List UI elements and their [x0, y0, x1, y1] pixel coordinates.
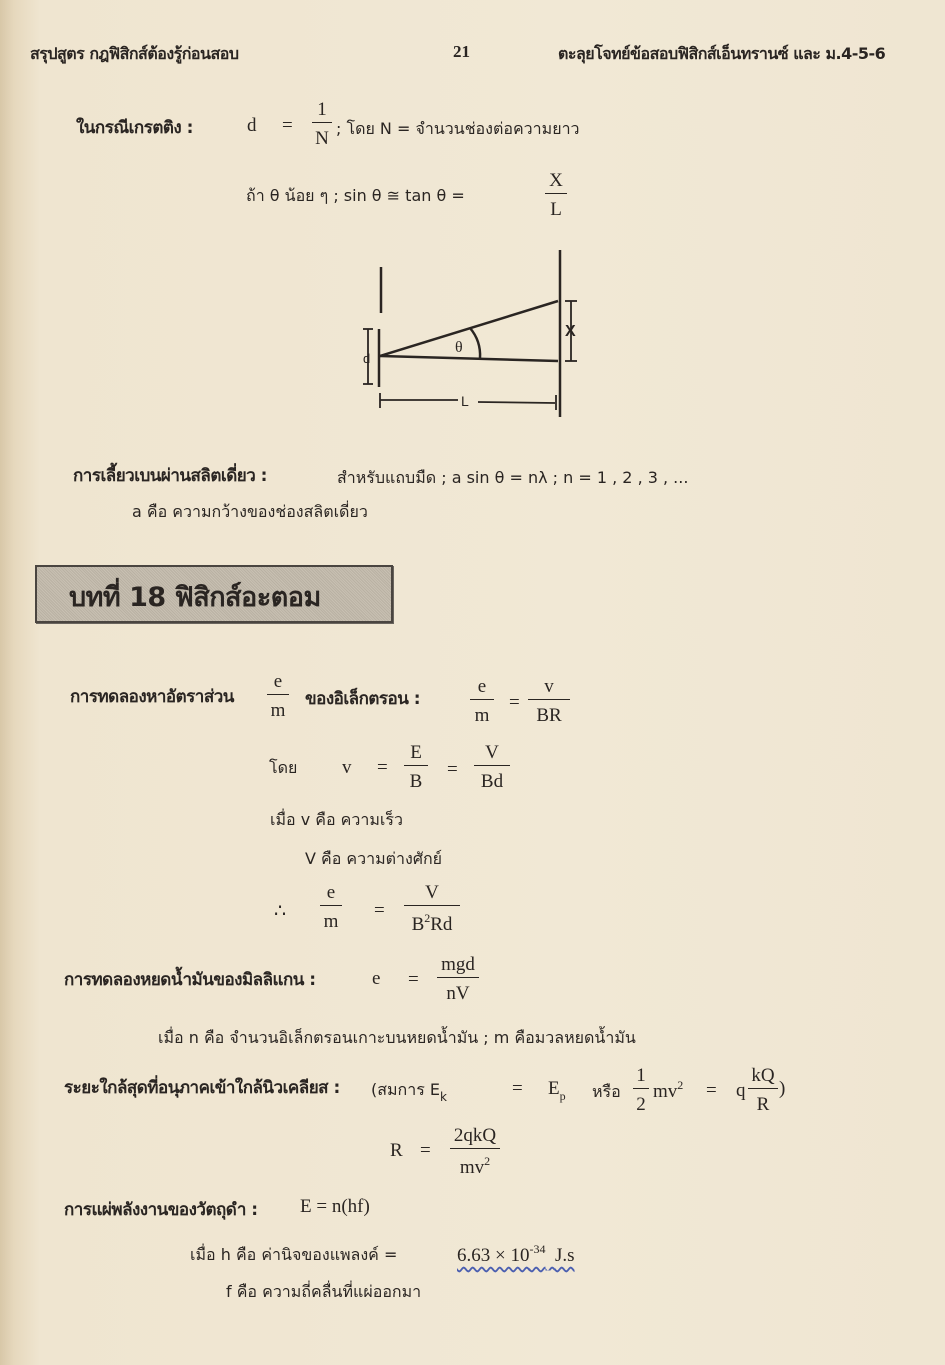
closest-eq: =: [512, 1078, 523, 1099]
fraction-numerator: e: [477, 676, 487, 697]
r-fraction: [450, 1126, 500, 1177]
fraction-denominator: Bd: [480, 771, 504, 792]
e-over-b-fraction: [404, 743, 428, 791]
mv-text: mv: [653, 1081, 678, 1102]
em-rhs-fraction: [528, 677, 570, 725]
q-symbol: q: [736, 1080, 746, 1101]
v-over-bd-fraction: [474, 743, 510, 791]
millikan-fraction: [437, 955, 479, 1003]
fraction-denominator: L: [550, 199, 562, 220]
result-eq: =: [374, 900, 385, 921]
planck-value: [457, 1242, 575, 1267]
therefore-symbol: ∴: [274, 901, 287, 922]
superscript: 2: [424, 911, 431, 925]
blackbody-formula: E = n(hf): [300, 1196, 370, 1217]
h-unit: J.s: [554, 1245, 575, 1266]
closest-eq2: =: [706, 1080, 717, 1101]
result-rhs-fraction: [404, 883, 460, 934]
fraction-denominator: m: [474, 705, 490, 726]
fraction-denominator: nV: [446, 983, 470, 1004]
fraction-denominator: R: [756, 1094, 770, 1115]
fraction-denominator: [450, 1149, 500, 1177]
grating-eq: =: [282, 115, 293, 136]
fraction-denominator: m: [270, 700, 286, 721]
v-symbol: v: [342, 757, 352, 778]
em-ratio-label: การทดลองหาอัตราส่วน: [70, 687, 234, 707]
ray-line: [380, 301, 558, 356]
d-label: d: [363, 351, 371, 366]
l-label: L: [461, 393, 469, 409]
fraction-numerator: V: [485, 742, 499, 763]
kq-over-r-fraction: [748, 1066, 778, 1114]
superscript: 2: [484, 1154, 491, 1168]
subscript-p: p: [559, 1089, 566, 1103]
x-label: X: [565, 323, 576, 340]
fraction-denominator: m: [323, 911, 339, 932]
em-eq: =: [509, 692, 520, 713]
fraction-numerator: 1: [636, 1065, 646, 1086]
subscript-k: k: [440, 1090, 447, 1104]
fraction-numerator: E: [410, 742, 422, 763]
fraction-numerator: V: [425, 882, 439, 903]
em-lhs-fraction: [470, 677, 494, 725]
planck-definition: เมื่อ h คือ ค่านิจของแพลงค์ =: [190, 1245, 398, 1264]
fraction-numerator: e: [326, 882, 336, 903]
h-exponent: -34: [529, 1242, 546, 1256]
fraction-numerator: kQ: [751, 1065, 775, 1086]
em-ratio-fraction: [267, 672, 289, 720]
fraction-denominator: [404, 906, 460, 934]
blackbody-label: การแผ่พลังงานของวัตถุดำ :: [64, 1200, 258, 1220]
header-left-title: สรุปสูตร กฎฟิสิกส์ต้องรู้ก่อนสอบ: [30, 44, 239, 63]
single-slit-label: การเลี้ยวเบนผ่านสลิตเดี่ยว :: [73, 466, 267, 486]
single-slit-formula: สำหรับแถบมืด ; a sin θ = nλ ; n = 1 , 2 , 3 , ...: [337, 468, 689, 487]
single-slit-definition: a คือ ความกว้างของช่องสลิตเดี่ยว: [132, 502, 368, 521]
fraction-numerator: 1: [317, 99, 327, 120]
grating-fraction: [312, 100, 332, 148]
grating-note: ; โดย N = จำนวนช่องต่อความยาว: [336, 119, 580, 138]
axis-line: [380, 356, 558, 361]
ep: [548, 1078, 566, 1104]
superscript: 2: [677, 1078, 684, 1092]
fraction-numerator: X: [549, 170, 563, 191]
small-angle-fraction: [545, 171, 567, 219]
b-symbol: B: [411, 914, 425, 935]
fraction-numerator: mgd: [441, 954, 475, 975]
result-lhs-fraction: [320, 883, 342, 931]
chapter-title: บทที่ 18 ฟิสิกส์อะตอม: [69, 582, 321, 613]
fraction-denominator: N: [315, 128, 329, 149]
ek-text: (สมการ E: [371, 1080, 441, 1099]
header-right-title: ตะลุยโจทย์ข้อสอบฟิสิกส์เอ็นทรานซ์ และ ม.4-5-6: [558, 44, 886, 63]
millikan-definition: เมื่อ n คือ จำนวนอิเล็กตรอนเกาะบนหยดน้ำมัน ; m คือมวลหยดน้ำมัน: [158, 1028, 636, 1047]
fraction-denominator: BR: [536, 705, 562, 726]
r-lhs: R: [390, 1140, 403, 1161]
def-potential: V คือ ความต่างศักย์: [305, 849, 443, 868]
eq3: =: [447, 759, 458, 780]
mv-text: mv: [459, 1157, 485, 1178]
millikan-label: การทดลองหยดน้ำมันของมิลลิแกน :: [64, 970, 316, 990]
frequency-definition: f คือ ความถี่คลื่นที่แผ่ออกมา: [226, 1282, 422, 1301]
fraction-numerator: 2qkQ: [453, 1125, 497, 1146]
fraction-denominator: 2: [636, 1094, 646, 1115]
grating-lhs: d: [247, 115, 257, 136]
by-label: โดย: [269, 758, 298, 777]
fraction-numerator: v: [544, 676, 554, 697]
millikan-eq: =: [408, 969, 419, 990]
page-number: 21: [453, 42, 470, 61]
r-eq: =: [420, 1140, 431, 1161]
theta-label: θ: [455, 339, 463, 356]
chapter-heading-box: [35, 565, 393, 623]
h-mantissa: 6.63 × 10: [457, 1245, 530, 1266]
millikan-lhs: e: [372, 968, 381, 989]
small-angle-text: ถ้า θ น้อย ๆ ; sin θ ≅ tan θ =: [246, 186, 465, 205]
or-text: หรือ: [592, 1082, 621, 1101]
em-ratio-label2: ของอิเล็กตรอน :: [305, 689, 421, 709]
rd-symbol: Rd: [430, 914, 453, 935]
ep-text: E: [548, 1078, 560, 1099]
def-velocity: เมื่อ v คือ ความเร็ว: [270, 810, 403, 829]
half-fraction: [633, 1066, 649, 1114]
theta-arc: [470, 328, 480, 358]
grating-label: ในกรณีเกรตติง :: [76, 118, 193, 138]
ek-open: [371, 1078, 447, 1104]
close-paren: ): [779, 1078, 786, 1099]
closest-approach-label: ระยะใกล้สุดที่อนุภาคเข้าใกล้นิวเคลียส :: [64, 1078, 340, 1098]
mv-squared: [653, 1078, 683, 1103]
eq2: =: [377, 757, 388, 778]
fraction-numerator: e: [273, 671, 283, 692]
grating-diagram: [340, 245, 600, 425]
fraction-denominator: B: [409, 771, 423, 792]
